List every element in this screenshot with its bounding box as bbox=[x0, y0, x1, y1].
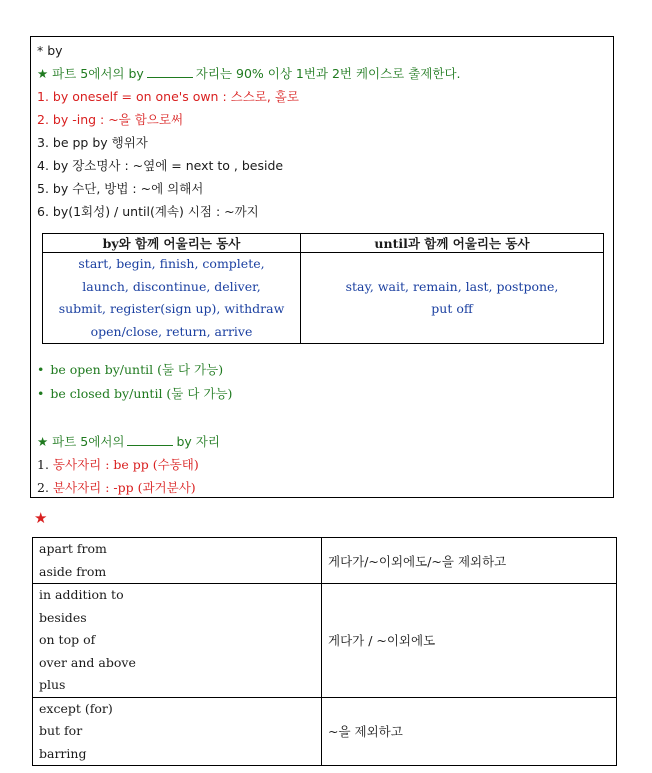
phrase-cell bbox=[33, 584, 322, 698]
by-usage-box bbox=[30, 36, 614, 498]
table-row bbox=[33, 697, 617, 766]
meaning-cell: 게다가/~이외에도/~을 제외하고 bbox=[322, 538, 617, 584]
note-open-text: be open by/until (둘 다 가능) bbox=[50, 362, 224, 377]
list-item: plus bbox=[39, 677, 66, 692]
note-open bbox=[37, 362, 223, 378]
star-icon: ★ bbox=[34, 509, 48, 527]
phrase-cell bbox=[33, 538, 322, 584]
table-header-row bbox=[43, 234, 604, 253]
item-rest: : -pp (과거분사) bbox=[105, 480, 196, 495]
note-prefix: ★ 파트 5에서의 by bbox=[37, 66, 144, 81]
list-item: open/close, return, arrive bbox=[90, 323, 253, 339]
note-prefix: ★ 파트 5에서의 bbox=[37, 434, 125, 449]
item-label: 분사자리 bbox=[52, 480, 102, 495]
until-verbs-cell bbox=[301, 253, 604, 344]
rule-item-5: 5. by 수단, 방법 : ~에 의해서 bbox=[37, 181, 204, 196]
note-closed-text: be closed by/until (둘 다 가능) bbox=[50, 386, 233, 401]
list-item: submit, register(sign up), withdraw bbox=[58, 301, 285, 316]
rule-item-1: 1. by oneself = on one's own : 스스로, 홀로 bbox=[37, 89, 299, 104]
list-item: but for bbox=[39, 723, 83, 738]
item-rest: : be pp (수동태) bbox=[105, 457, 199, 472]
list-item: put off bbox=[431, 301, 473, 316]
list-item: apart from bbox=[39, 541, 107, 556]
meaning-cell: 게다가 / ~이외에도 bbox=[322, 584, 617, 698]
phrase-meaning-table bbox=[32, 537, 617, 766]
list-item: in addition to bbox=[39, 587, 124, 602]
list-item: besides bbox=[39, 609, 87, 625]
by-until-verb-table bbox=[42, 233, 604, 344]
item-label: 동사자리 bbox=[52, 457, 102, 472]
by-verbs-header: by와 함께 어울리는 동사 bbox=[43, 234, 301, 253]
rule-item-3: 3. be pp by 행위자 bbox=[37, 135, 148, 150]
blank-underline bbox=[127, 435, 173, 446]
meaning-cell: ~을 제외하고 bbox=[322, 697, 617, 766]
section-heading: * by bbox=[37, 43, 63, 58]
list-item: stay, wait, remain, last, postpone, bbox=[345, 278, 559, 294]
by-verbs-cell bbox=[43, 253, 301, 344]
list-item: aside from bbox=[39, 563, 107, 579]
bullet-icon: • bbox=[37, 386, 45, 401]
until-verbs-header: until과 함께 어울리는 동사 bbox=[301, 234, 604, 253]
item-number: 1. bbox=[37, 457, 49, 472]
item-number: 2. bbox=[37, 480, 49, 495]
note-closed bbox=[37, 386, 232, 402]
table-row bbox=[33, 584, 617, 698]
table-row bbox=[43, 253, 604, 344]
list-item: launch, discontinue, deliver, bbox=[82, 278, 261, 294]
rule-item-4: 4. by 장소명사 : ~옆에 = next to , beside bbox=[37, 158, 284, 173]
list-item: start, begin, finish, complete, bbox=[78, 256, 265, 271]
note-suffix: 자리는 90% 이상 1번과 2번 케이스로 출제한다. bbox=[195, 66, 461, 81]
rule-item-2: 2. by -ing : ~을 함으로써 bbox=[37, 112, 184, 127]
note-suffix: by 자리 bbox=[176, 434, 220, 449]
list-item: on top of bbox=[39, 632, 96, 647]
rule-item-6: 6. by(1회성) / until(계속) 시점 : ~까지 bbox=[37, 204, 259, 219]
list-item: except (for) bbox=[39, 700, 113, 716]
list-item: over and above bbox=[39, 654, 136, 670]
position-item-2 bbox=[37, 480, 196, 496]
phrase-cell bbox=[33, 697, 322, 766]
position-item-1 bbox=[37, 457, 199, 473]
bullet-icon: • bbox=[37, 362, 45, 377]
blank-underline bbox=[147, 67, 193, 78]
table-row bbox=[33, 538, 617, 584]
part5-by-note bbox=[37, 66, 461, 82]
part5-by-position-note bbox=[37, 434, 220, 450]
list-item: barring bbox=[39, 745, 87, 761]
